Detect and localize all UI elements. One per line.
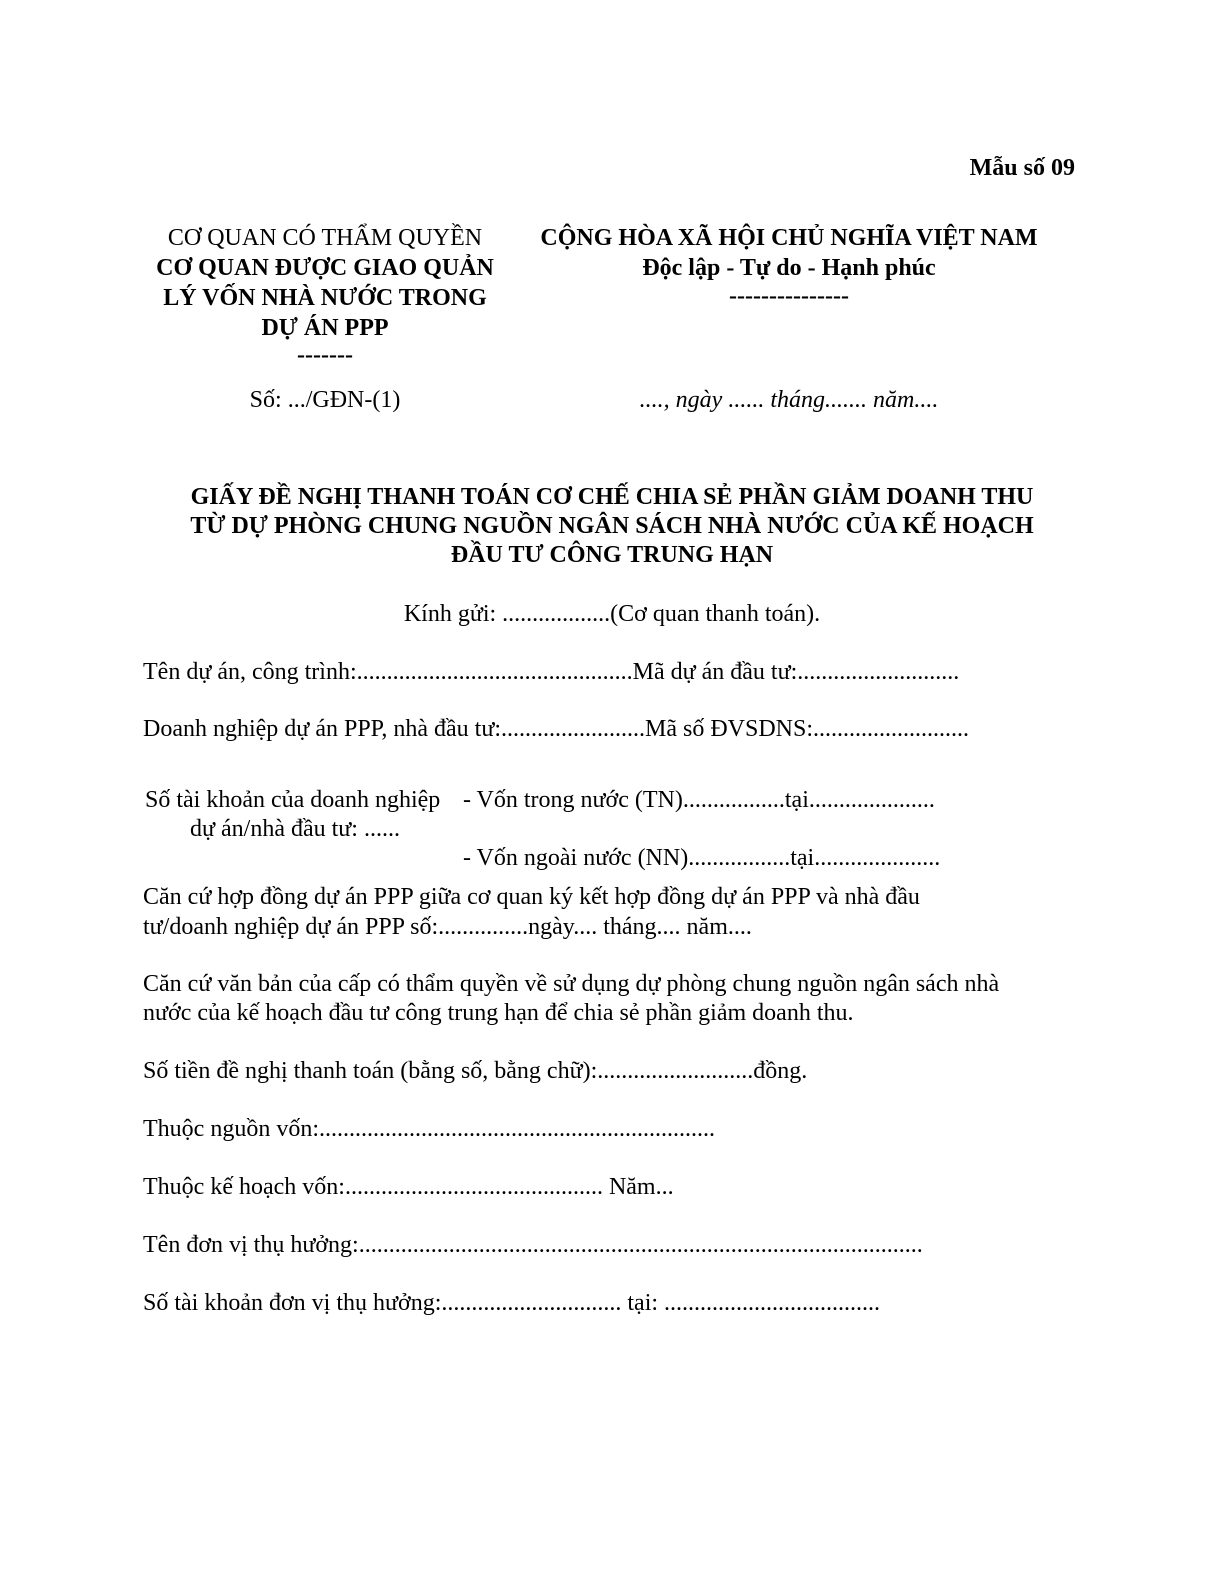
title-line-1: GIẤY ĐỀ NGHỊ THANH TOÁN CƠ CHẾ CHIA SẺ PHẦN GIẢM DOANH THU [190,484,1034,510]
motto: Độc lập - Tự do - Hạnh phúc [642,255,936,281]
motto-divider: --------------- [729,283,849,309]
account-foreign-field: - Vốn ngoài nước (NN).................tại..................... [463,845,941,871]
project-name-field: Tên dự án, công trình:..............................................Mã dự án đầu tư:........................... [143,659,960,685]
document-title [140,483,1084,570]
amount-field: Số tiền đề nghị thanh toán (bằng số, bằng chữ):..........................đồng. [143,1058,808,1084]
beneficiary-account-field: Số tài khoản đơn vị thụ hưởng:.............................. tại: .................................... [143,1290,881,1316]
account-domestic-field: - Vốn trong nước (TN).................tại..................... [463,787,935,813]
country-name: CỘNG HÒA XÃ HỘI CHỦ NGHĨA VIỆT NAM [540,225,1038,251]
basis-contract-line-2: tư/doanh nghiệp dự án PPP số:...............ngày.... tháng.... năm.... [143,914,752,940]
agency-line-2: CƠ QUAN ĐƯỢC GIAO QUẢN [156,255,494,281]
capital-source-field: Thuộc nguồn vốn:.................................................................. [143,1116,715,1142]
form-number: Mẫu số 09 [969,155,1075,181]
basis-contract-line-1: Căn cứ hợp đồng dự án PPP giữa cơ quan ký kết hợp đồng dự án PPP và nhà đầu [143,884,920,910]
basis-document-line-1: Căn cứ văn bản của cấp có thẩm quyền về sử dụng dự phòng chung nguồn ngân sách nhà [143,971,1000,997]
agency-line-1: CƠ QUAN CÓ THẨM QUYỀN [167,225,483,251]
recipient-line: Kính gửi: ..................(Cơ quan thanh toán). [403,601,821,627]
agency-divider: ------- [297,342,353,368]
account-label-1: Số tài khoản của doanh nghiệp [145,787,441,813]
title-line-2: TỪ DỰ PHÒNG CHUNG NGUỒN NGÂN SÁCH NHÀ NƯỚC CỦA KẾ HOẠCH [190,513,1034,539]
account-label-2: dự án/nhà đầu tư: ...... [190,816,400,842]
date-line: ...., ngày ...... tháng....... năm.... [639,387,939,413]
agency-line-4: DỰ ÁN PPP [261,315,389,341]
title-line-3: ĐẦU TƯ CÔNG TRUNG HẠN [450,542,774,568]
beneficiary-field: Tên đơn vị thụ hưởng:.............................................................................................. [143,1232,923,1258]
enterprise-field: Doanh nghiệp dự án PPP, nhà đầu tư:........................Mã số ĐVSDNS:.......................... [143,716,970,742]
basis-document-line-2: nước của kế hoạch đầu tư công trung hạn để chia sẻ phần giảm doanh thu. [143,1000,854,1026]
document-number: Số: .../GĐN-(1) [249,387,401,413]
capital-plan-field: Thuộc kế hoạch vốn:........................................... Năm... [143,1174,674,1200]
agency-line-3: LÝ VỐN NHÀ NƯỚC TRONG [163,285,487,311]
